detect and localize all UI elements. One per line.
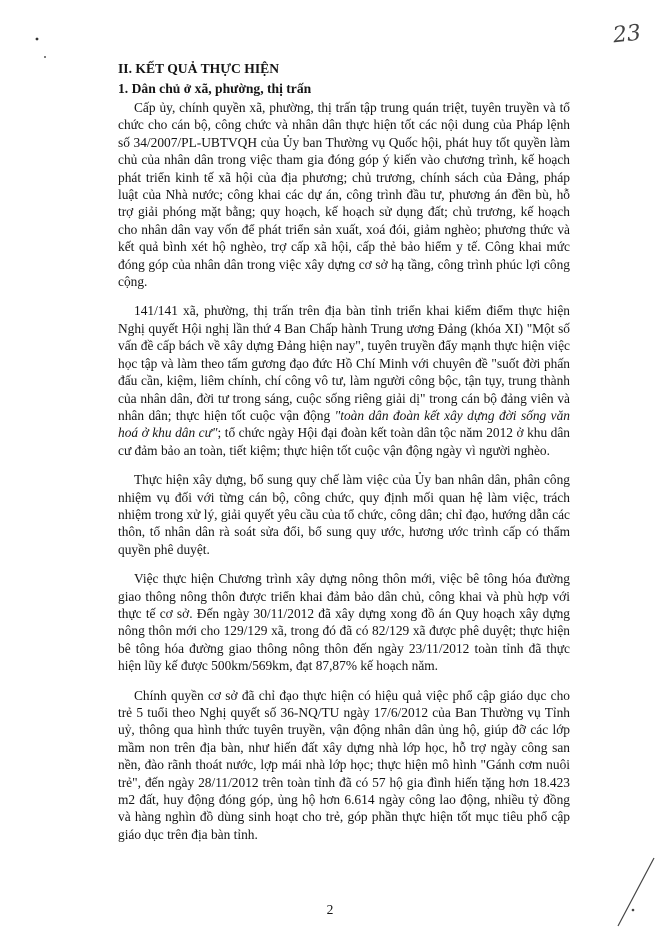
document-body: [118, 60, 570, 855]
page-number: 2: [326, 902, 334, 917]
paragraph: Việc thực hiện Chương trình xây dựng nông thôn mới, việc bê tông hóa đường giao thông nông thôn được triển khai đảm bảo dân chủ, công khai và phù hợp với thực tế cơ sở. Đến ngày 30/11/2012 đã xây dựng xong đồ án Quy hoạch xây dựng nông thôn mới cho 129/129 xã, trong đó đã có 82/129 xã được phê duyệt; thực hiện bê tông hóa đường giao thông nông thôn đến ngày 23/11/2012 toàn tỉnh đã thực hiện lũy kế được 500km/569km, đạt 87,87% kế hoạch năm.: [118, 571, 570, 674]
paragraph: [118, 302, 570, 459]
paragraph: Thực hiện xây dựng, bổ sung quy chế làm việc của Ủy ban nhân dân, phân công nhiệm vụ đối với từng cán bộ, công chức, quy định mối quan hệ làm việc, trách nhiệm trong xử lý, giải quyết yêu cầu của tổ chức, công dân; chỉ đạo, hướng dẫn các thôn, tổ nhân dân rà soát sửa đổi, bổ sung quy ước, hương ước trình cấp có thẩm quyền phê duyệt.: [118, 472, 571, 557]
subsection-title: 1. Dân chủ ở xã, phường, thị trấn: [118, 81, 312, 96]
paragraph-text: 141/141 xã, phường, thị trấn trên địa bàn tỉnh triển khai kiểm điểm thực hiện Nghị quyết Hội nghị lần thứ 4 Ban Chấp hành Trung ương Đảng (khóa XI) "Một số vấn đề cấp bách về xây dựng Đảng hiện nay", tuyên truyền đẩy mạnh thực hiện việc học tập và làm theo tấm gương đạo đức Hồ Chí Minh với chuyên đề "suốt đời phấn đấu cần, kiệm, liêm chính, chí công vô tư, làm người công bộc, tận tụy, trung thành của nhân dân, đời tư trong sáng, cuộc sống riêng giải dị" trong cán bộ đảng viên và nhân dân; thực hiện tốt cuộc vận động: [118, 303, 570, 423]
italic-quote: "toàn dân đoàn kết xây dựng đời sống văn hoá ở khu dân cư": [118, 407, 570, 441]
paragraph: Cấp ủy, chính quyền xã, phường, thị trấn tập trung quán triệt, tuyên truyền và tổ chức cho cán bộ, công chức và nhân dân thực hiện tốt các nội dung của Pháp lệnh số 34/2007/PL-UBTVQH của Ủy ban Thường vụ Quốc hội, phát huy tốt quyền làm chủ của nhân dân trong việc tham gia đóng góp ý kiến vào chương trình, kế hoạch phát triển kinh tế xã hội của địa phương; chủ trương, chính sách của Đảng, pháp luật của Nhà nước; công khai các dự án, công trình đầu tư, phương án đền bù, hỗ trợ giải phóng mặt bằng; quy hoạch, kế hoạch sử dụng đất; chủ trương, kế hoạch cho nhân dân vay vốn để phát triển sản xuất, xoá đói, giảm nghèo; phương thức và kết quả bình xét hộ nghèo, trợ cấp xã hội, cấp thẻ bảo hiểm y tế. Công khai mức đóng góp của nhân dân trong việc xây dựng cơ sở hạ tầng, công trình phúc lợi công cộng.: [118, 100, 570, 290]
scan-dot-mark: [42, 54, 48, 60]
handwritten-page-mark: 23: [611, 20, 643, 49]
paragraph: Chính quyền cơ sở đã chỉ đạo thực hiện có hiệu quả việc phổ cập giáo dục cho trẻ 5 tuổi theo Nghị quyết số 36-NQ/TU ngày 17/6/2012 của Ban Thường vụ Tỉnh uỷ, thông qua hình thức tuyên truyền, vận động nhân dân ủng hộ, giúp đỡ các lớp mầm non trên địa bàn, như hiến đất xây dựng nhà lớp học, hỗ trợ ngày công san nền, đào rãnh thoát nước, lợp mái nhà lớp học; thực hiện mô hình "Gánh cơm nuôi trẻ", đến ngày 28/11/2012 trên toàn tỉnh đã có 57 hộ gia đình hiến tặng hơn 18.423 m2 đất, huy động đóng góp, ủng hộ hơn 6.614 ngày công lao động, nhiều tỷ đồng và hàng nghìn đồ dùng sinh hoạt cho trẻ, góp phần thực hiện tốt mục tiêu phổ cập giáo dục trên địa bàn tỉnh.: [118, 687, 570, 842]
paragraph-text: ; tổ chức ngày Hội đại đoàn kết toàn dân tộc năm 2012 ở khu dân cư đảm bảo an toàn, tiết kiệm; thực hiện tốt cuộc vận động ngày vì người nghèo.: [118, 425, 570, 458]
section-title: II. KẾT QUẢ THỰC HIỆN: [118, 61, 280, 76]
scan-line-mark: [612, 856, 658, 930]
scan-dot-mark: [34, 36, 40, 42]
